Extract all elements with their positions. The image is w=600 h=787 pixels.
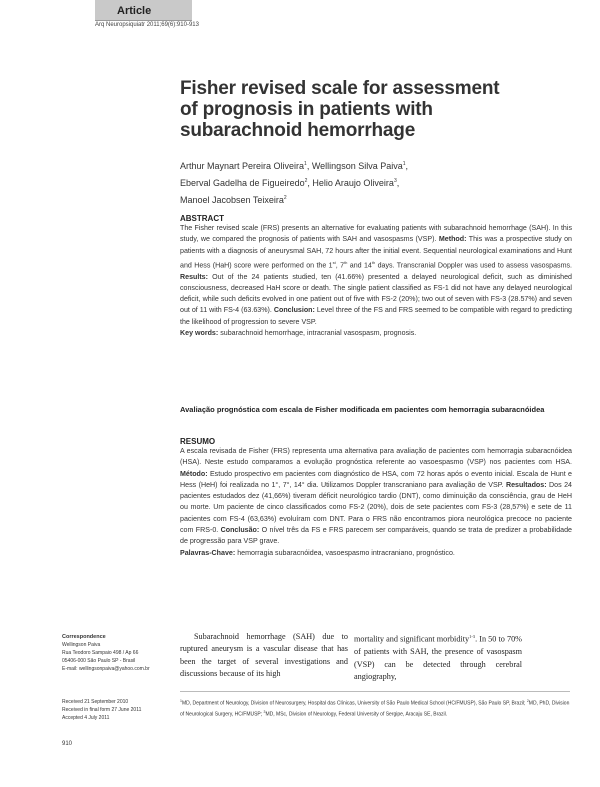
resumo-section: [180, 437, 572, 559]
ordinal-sep: and 14: [347, 261, 372, 270]
page-number: 910: [62, 741, 73, 747]
author-5-affiliation: 2: [283, 195, 287, 201]
abstract-intro: The Fisher revised scale (FRS) presents an alternative for evaluating patients with subarachnoid hemorrhage (SAH). In this study, we compared the prognosis of patients with SAH and vasospasms (VSP).: [180, 224, 572, 244]
portuguese-title: [180, 404, 572, 415]
resultados-text: Dos 24 pacientes estudados dez (41,66%) tiveram déficit neurológico tardio (DNT), como diminuição da consciência, grau de HeH ou morte. Um paciente de cinco classificados como FS-2 (20%), dois de sete pacientes com FS-3 (28,57%) e sete de 11 pacientes com FS-4 (63,63%) evoluíram com DNT. Para o FRS não encontramos piora neurológica precoce no paciente com FRS-0.: [180, 480, 572, 535]
conclusao-text: O nível três da FS e FRS parecem ser comparáveis, quando se trata de predizer a probabilidade de progressão para VSP grave.: [180, 526, 572, 546]
author-3-affiliation: 2: [304, 178, 308, 184]
fn-sup: 1: [180, 699, 182, 703]
affiliation-3: MD, MSc, Division of Neurology, Federal University of Sergipe, Aracaju SE, Brazil.: [265, 711, 448, 718]
abstract-heading: ABSTRACT: [180, 214, 224, 223]
conclusion-text: Level three of the FS and FRS seemed to be compatible with regard to predicting the likelihood of progression to severe VSP.: [180, 306, 572, 326]
article-title: [180, 78, 560, 141]
palavras-chave-label: Palavras-Chave:: [180, 548, 236, 557]
metodo-text: Estudo prospectivo em pacientes com diagnóstico de HSA, com 72 horas após o evento inicial. Escala de Hunt e Hess (HeH) foi realizada no 1°, 7°, 14° dia. Utilizamos Doppler transcraniano para avaliação de VSP.: [180, 469, 572, 489]
article-type-label: Article: [117, 5, 152, 17]
final-form-date: Received in final form 27 June 2011: [62, 707, 142, 713]
article-type-tab: [95, 0, 192, 20]
author-list: Arthur Maynart Pereira Oliveira$^1$, Wellingson Silva Paiva$^1$, Eberval Gadelha de Figueiredo$^2$, Helio Araujo Oliveira$^3$, Manoel Jacobsen Teixeira$^2$: [180, 161, 409, 205]
author-5: Manoel Jacobsen Teixeira: [180, 195, 284, 205]
title-line-2: of prognosis in patients with: [180, 99, 433, 120]
fn-sup: 3: [263, 709, 266, 714]
author-3: Eberval Gadelha de Figueiredo: [180, 178, 305, 188]
resultados-label: Resultados:: [505, 480, 547, 489]
title-line-1: Fisher revised scale for assessment: [180, 78, 500, 99]
portuguese-title-text: Avaliação prognóstica com escala de Fisher modificada em pacientes com hemorragia subaracnóidea: [180, 405, 545, 414]
col2-text-b: . In 50 to 70% of patients with SAH, the presence of vasospasm (VSP) can be detected through cerebral angiography,: [354, 634, 522, 681]
body-column-1: Subarachnoid hemorrhage (SAH) due to ruptured aneurysm is a vascular disease that has been the target of several investigations and discussions because of its high: [180, 632, 348, 679]
keywords-text: subarachnoid hemorrhage, intracranial vasospasm, prognosis.: [220, 329, 417, 338]
conclusion-label: Conclusion:: [273, 306, 315, 315]
journal-citation: Arq Neuropsiquiatr 2011;69(6):910-913: [95, 22, 199, 28]
ordinal-sup: st: [332, 259, 336, 265]
method-end: days. Transcranial Doppler was used to assess vasospasms.: [375, 261, 573, 270]
author-2: Wellingson Silva Paiva: [311, 161, 403, 171]
resumo-intro: A escala revisada de Fisher (FRS) representa uma alternativa para avaliação de pacientes com hemorragia subaracnóidea (HSA). Neste estudo comparamos a evolução prognóstica referente ao vasoespasmo (VSP) nos pacientes com HSA.: [180, 447, 572, 467]
title-line-3: subarachnoid hemorrhage: [180, 120, 416, 141]
fn-sup: 2: [526, 699, 529, 703]
ordinal-sep: , 7: [335, 261, 345, 270]
author-2-affiliation: 1: [402, 161, 406, 167]
results-text: Out of the 24 patients studied, ten (41.66%) presented a delayed neurological deficit, such as diminished consciousness, decreased HaH score or death. The single patient classified as FS-1 did not have any delayed neurological deficit, while such deficits evolved in one patient out of five with FS-2 (20%); two out of seven with FS-3 (28.57%) and seven out of 11 with FS-4 (63.63%).: [180, 272, 572, 315]
accepted-date: Accepted 4 July 2011: [62, 715, 110, 721]
metodo-label: Método:: [180, 469, 208, 478]
abstract-body: [180, 223, 572, 328]
affiliations-footnote: [180, 697, 570, 718]
keywords-label: Key words:: [180, 329, 219, 338]
resumo-body: [180, 446, 572, 548]
footnote-divider: [180, 691, 570, 692]
affiliation-2: MD, PhD, Division of Neurological Surgery, HC/FMUSP;: [180, 700, 570, 718]
method-label: Method:: [438, 235, 467, 244]
ordinal-sup: th: [371, 259, 376, 265]
correspondence-address-1: Rua Teodoro Sampaio 498 / Ap 66: [62, 650, 139, 656]
col2-text-a: mortality and significant morbidity: [354, 634, 470, 644]
tab-divider: [95, 20, 192, 21]
conclusao-label: Conclusão:: [220, 526, 260, 535]
affiliation-1: MD, Department of Neurology, Division of Neurosurgery, Hospital das Clínicas, University of São Paulo Medical School (HC/FMUSP), São Paulo SP, Brazil;: [181, 700, 527, 707]
ordinal-sup: th: [344, 259, 348, 265]
keywords: [180, 328, 572, 339]
abstract-section: [180, 214, 572, 339]
author-1: Arthur Maynart Pereira Oliveira: [180, 161, 305, 171]
author-4-affiliation: 3: [393, 178, 397, 184]
method-text: This was a prospective study on patients with a diagnosis of aneurysmal SAH, 72 hours after the initial event. Sequential neurological examinations and Hunt and Hess (HaH) score were performed on the 1: [180, 235, 572, 270]
correspondence-heading: Correspondence: [62, 634, 106, 640]
results-label: Results:: [180, 272, 208, 281]
palavras-chave: [180, 548, 572, 559]
correspondence-block: [62, 633, 162, 673]
author-1-affiliation: 1: [304, 161, 307, 167]
received-date: Received 21 September 2010: [62, 699, 129, 705]
correspondence-address-2: 05406-000 São Paulo SP - Brasil: [62, 658, 136, 664]
resumo-heading: RESUMO: [180, 437, 216, 446]
dates-block: [62, 698, 162, 722]
body-column-2: [354, 631, 522, 683]
correspondence-name: Wellingson Paiva: [62, 642, 101, 648]
correspondence-email: E-mail: wellingsonpaiva@yahoo.com.br: [62, 666, 150, 672]
citation-sup: 1-3: [469, 634, 476, 639]
author-4: Helio Araujo Oliveira: [312, 178, 394, 188]
palavras-chave-text: hemorragia subaracnóidea, vasoespasmo intracraniano, prognóstico.: [237, 548, 455, 557]
